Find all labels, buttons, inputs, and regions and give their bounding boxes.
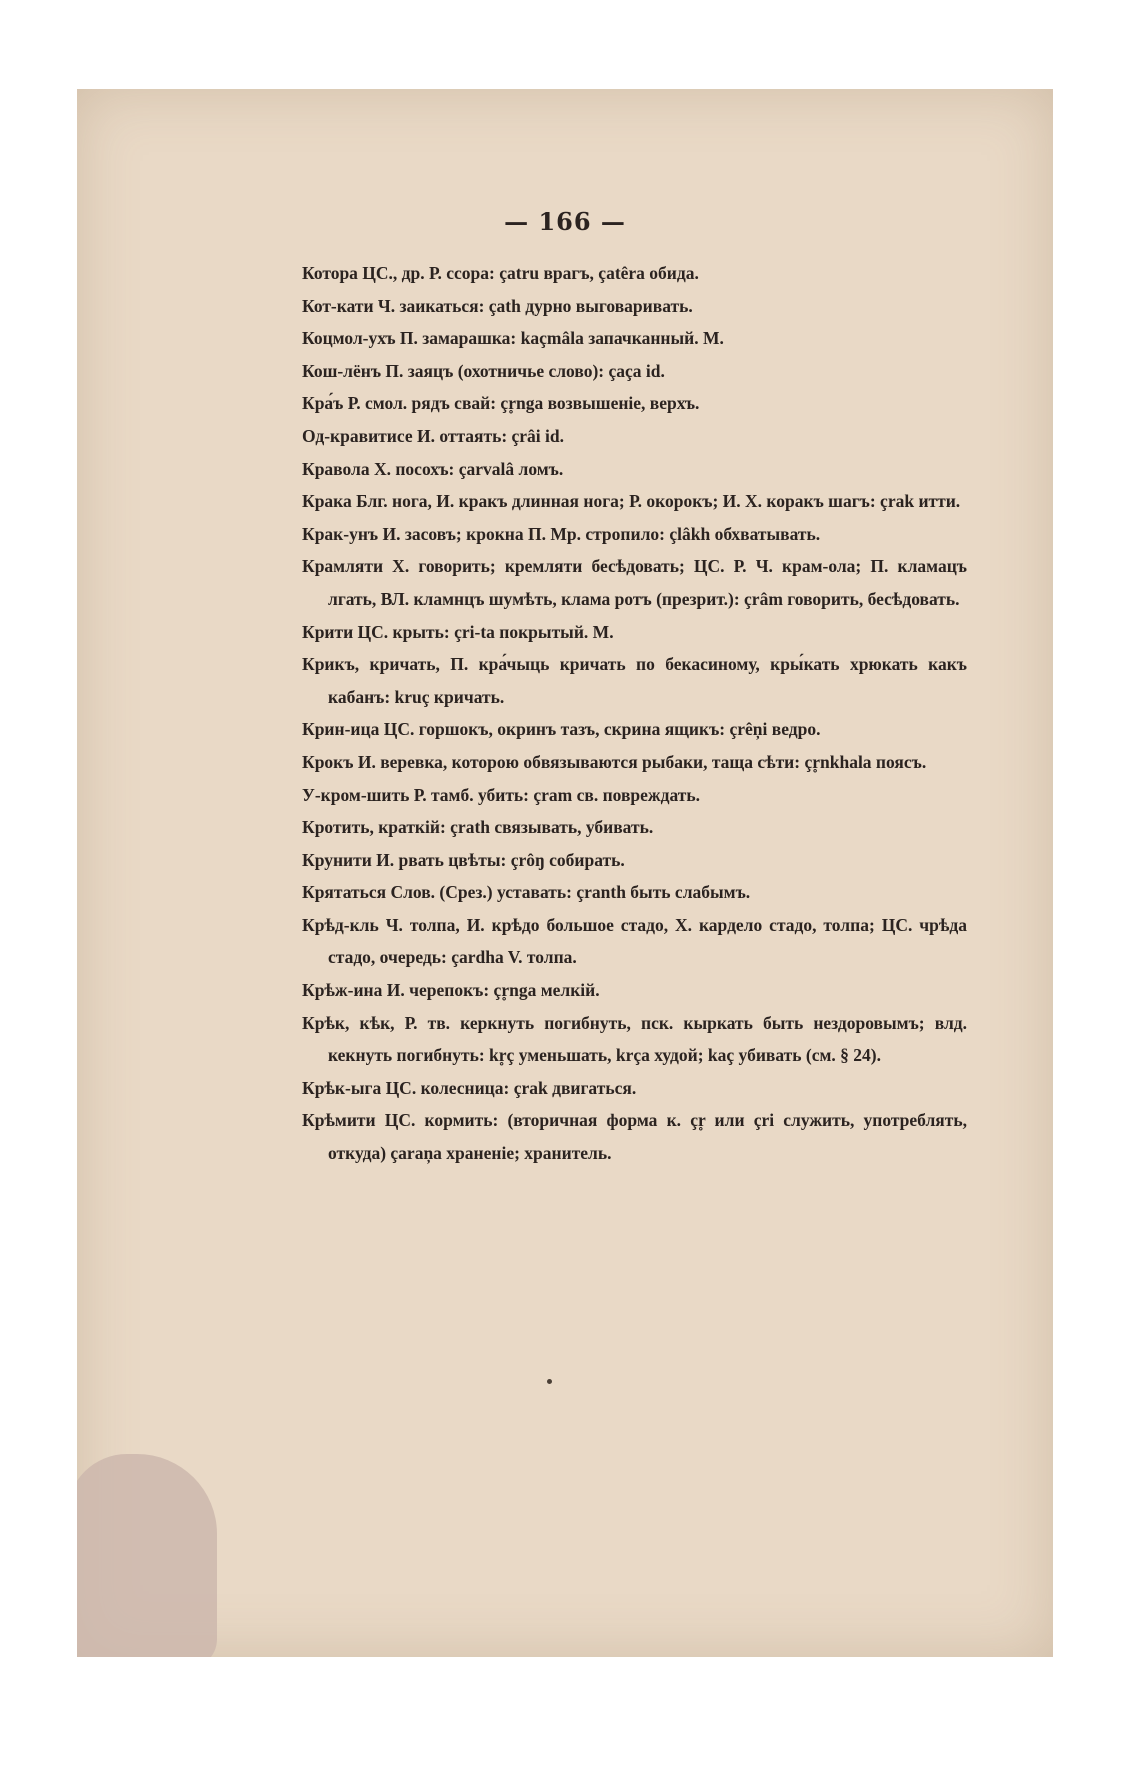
scan-thumb-shadow xyxy=(77,1454,217,1657)
scanned-page xyxy=(77,89,1053,1657)
dictionary-entries xyxy=(302,257,967,1170)
ink-dot xyxy=(547,1379,552,1384)
dictionary-entry: Кротить, краткій: çrath связывать, убивать. xyxy=(302,817,654,838)
dictionary-entry: Крамляти Х. говорить; кремляти бесѣдовать; ЦС. Р. Ч. крам-ола; П. кламацъ лгать, ВЛ. кламнцъ шумѣть, клама ротъ (презрит.): çrâm говорить, бесѣдовать. xyxy=(302,556,967,609)
dictionary-entry: Кравола Х. посохъ: çarvalâ ломъ. xyxy=(302,458,564,479)
dictionary-entry: У-кром-шить Р. тамб. убить: çram св. повреждать. xyxy=(302,784,700,805)
dictionary-entry: Крятаться Слов. (Срез.) уставать: çranth быть слабымъ. xyxy=(302,882,751,903)
page-number: — 166 — xyxy=(504,207,626,236)
dictionary-entry: Крѣд-кль Ч. толпа, И. крѣдо большое стадо, Х. карделo стадо, толпа; ЦС. чрѣда стадо, очередь: çardha V. толпа. xyxy=(302,914,967,968)
dictionary-entry: Котора ЦС., др. Р. ссора: çatru врагъ, çatêra обида. xyxy=(302,263,699,283)
dictionary-entry: Крѣж-ина И. черепокъ: çr̥nga мелкій. xyxy=(302,980,600,1001)
dictionary-entry: Крѣк-ыга ЦС. колесница: çrak двигаться. xyxy=(302,1077,637,1098)
dictionary-entry: Крити ЦС. крыть: çri-ta покрытый. М. xyxy=(302,621,614,642)
dictionary-entry: Кра́ъ Р. смол. рядъ свай: çr̥nga возвышеніе, верхъ. xyxy=(302,393,700,414)
dictionary-entry: Од-кравитисе И. оттаять: çrâi id. xyxy=(302,425,565,446)
dictionary-entry: Крѣмити ЦС. кормить: (вторичная форма к. çr̥ или çri служить, употреблять, откуда) çaraņa храненіе; хранитель. xyxy=(302,1110,967,1164)
dictionary-entry: Крунити И. рвать цвѣты: çrôŋ собирать. xyxy=(302,849,625,870)
dictionary-entry: Крѣк, кѣк, Р. тв. керкнуть погибнуть, пск. кыркать быть нездоровымъ; влд. кекнуть погибнуть: kr̥ç уменьшать, krça худой; kaç убивать (см. § 24). xyxy=(302,1012,967,1066)
dictionary-entry: Крака Блг. нога, И. кракъ длинная нога; Р. окорокъ; И. Х. коракъ шагъ: çrak итти. xyxy=(302,491,961,512)
dictionary-entry: Кош-лёнъ П. заяцъ (охотничье слово): çaça id. xyxy=(302,360,665,381)
dictionary-entry: Коцмол-ухъ П. замарашка: kaçmâla запачканный. М. xyxy=(302,328,724,349)
dictionary-entry: Крин-ица ЦС. горшокъ, окринъ тазъ, скрина ящикъ: çrêņi ведро. xyxy=(302,719,821,740)
dictionary-entry: Крокъ И. веревка, которою обвязываются рыбаки, таща сѣти: çr̥nkhala поясъ. xyxy=(302,751,927,772)
dictionary-entry: Крикъ, кричать, П. кра́чыць кричать по бекасиному, кры́кать хрюкать какъ кабанъ: kruç кричать. xyxy=(302,654,967,707)
dictionary-entry: Кот-кати Ч. заикаться: çath дурно выговаривать. xyxy=(302,295,693,316)
dictionary-entry: Крак-унъ И. засовъ; крокна П. Мр. стропило: çlâkh обхватывать. xyxy=(302,523,821,544)
